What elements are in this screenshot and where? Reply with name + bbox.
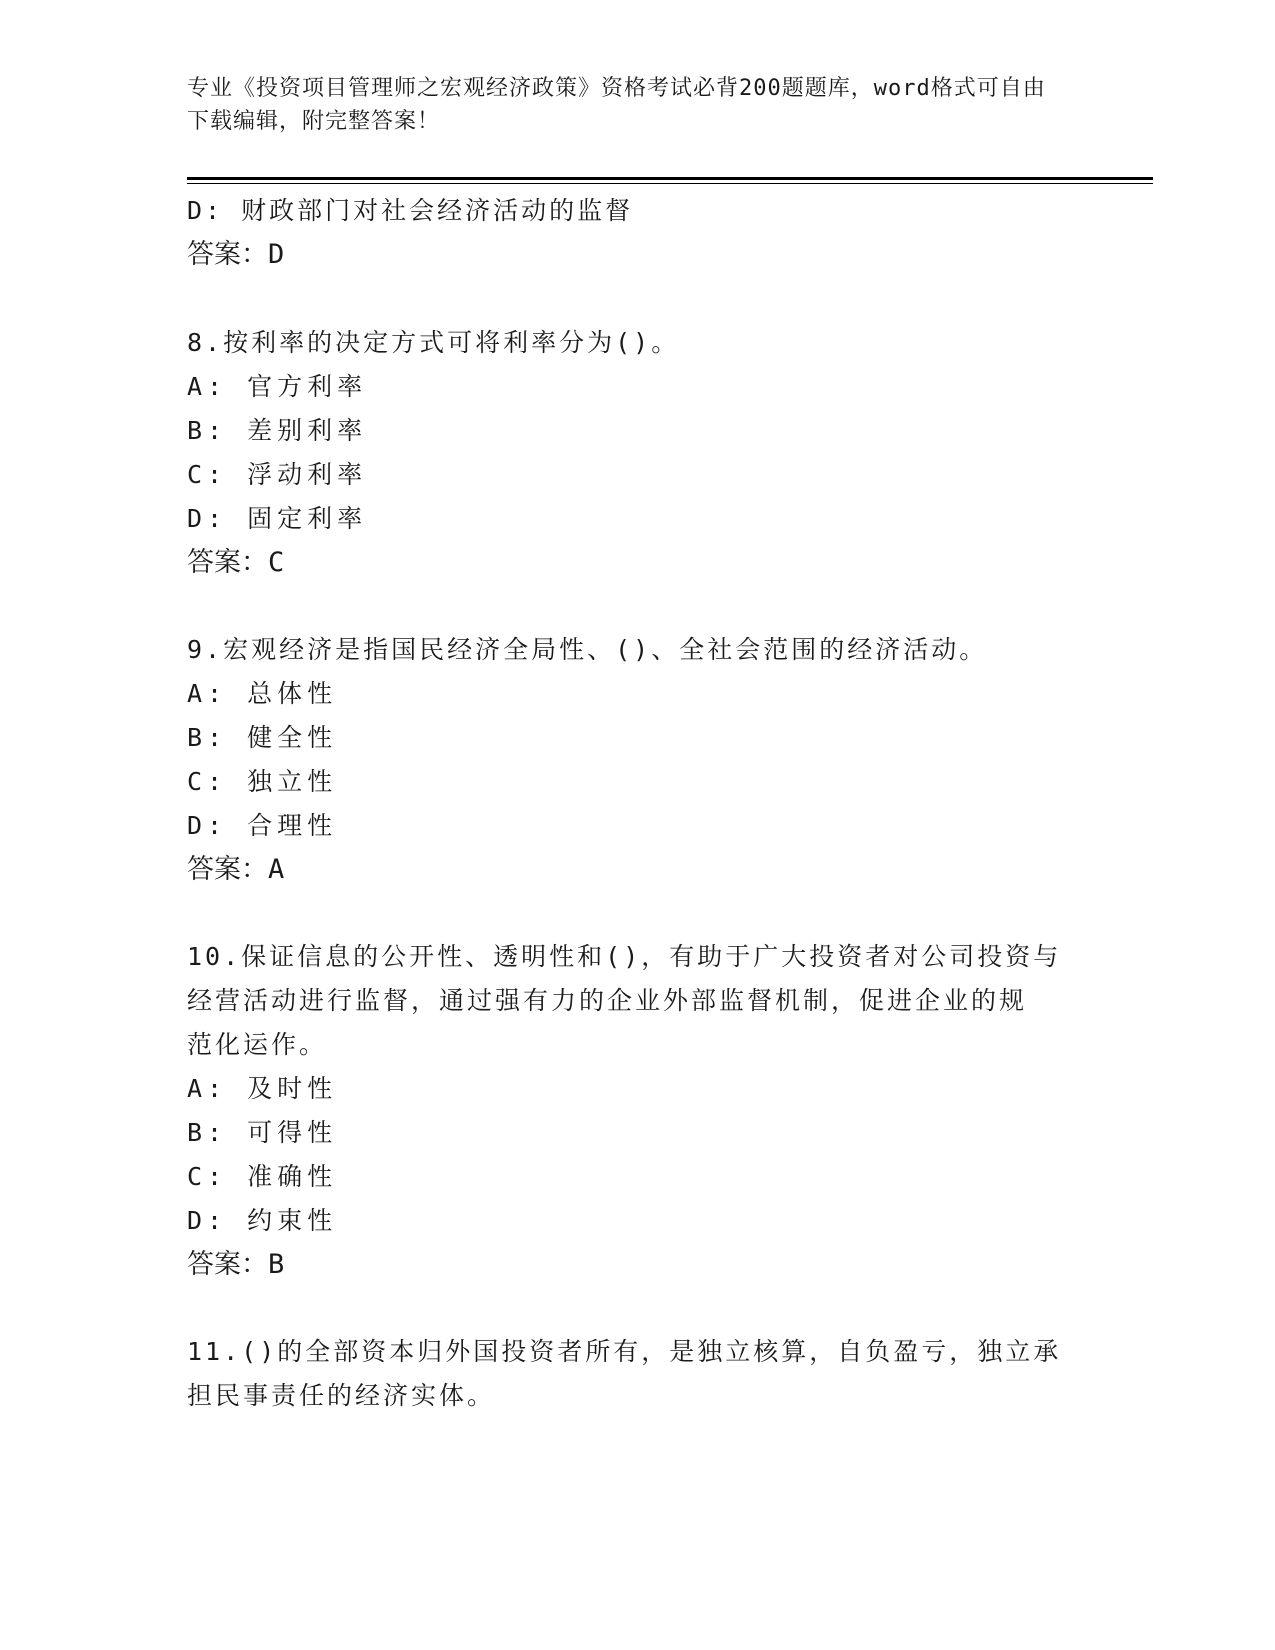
q10-option-d: D: 约束性 bbox=[187, 1206, 338, 1235]
answer-value: A bbox=[268, 854, 285, 885]
answer-value: D bbox=[268, 239, 285, 270]
q10-answer bbox=[187, 1242, 284, 1288]
q10-option-a: A: 及时性 bbox=[187, 1074, 338, 1103]
answer-label: 答案： bbox=[187, 239, 268, 270]
q9-answer bbox=[187, 847, 284, 893]
q10-option-b: B: 可得性 bbox=[187, 1118, 338, 1147]
q9-option-d: D: 合理性 bbox=[187, 811, 338, 840]
answer-label: 答案： bbox=[187, 1249, 268, 1280]
q8-option-c: C: 浮动利率 bbox=[187, 460, 368, 489]
q10-question-line-2: 经营活动进行监督，通过强有力的企业外部监督机制，促进企业的规 bbox=[187, 986, 1028, 1015]
header-divider-thick bbox=[187, 177, 1153, 180]
q11-question-line-1: 11.()的全部资本归外国投资者所有，是独立核算，自负盈亏，独立承 bbox=[187, 1337, 1062, 1366]
answer-value: C bbox=[268, 547, 285, 578]
document-header: 专业《投资项目管理师之宏观经济政策》资格考试必背200题题库，word格式可自由下载编辑，附完整答案！ bbox=[187, 76, 1046, 134]
q10-question-line-1: 10.保证信息的公开性、透明性和()，有助于广大投资者对公司投资与 bbox=[187, 942, 1062, 971]
answer-label: 答案： bbox=[187, 854, 268, 885]
q7-option-d: D: 财政部门对社会经济活动的监督 bbox=[187, 196, 634, 225]
q10-option-c: C: 准确性 bbox=[187, 1162, 338, 1191]
q8-question: 8.按利率的决定方式可将利率分为()。 bbox=[187, 328, 680, 357]
q11-question-line-2: 担民事责任的经济实体。 bbox=[187, 1381, 496, 1410]
answer-value: B bbox=[268, 1249, 285, 1280]
q8-option-d: D: 固定利率 bbox=[187, 504, 368, 533]
q8-option-a: A: 官方利率 bbox=[187, 372, 368, 401]
answer-label: 答案： bbox=[187, 547, 268, 578]
header-divider-thin bbox=[187, 183, 1153, 184]
q8-option-b: B: 差别利率 bbox=[187, 416, 368, 445]
q10-question-line-3: 范化运作。 bbox=[187, 1030, 328, 1059]
q9-option-a: A: 总体性 bbox=[187, 679, 338, 708]
q7-answer bbox=[187, 232, 284, 278]
q9-option-b: B: 健全性 bbox=[187, 723, 338, 752]
q8-answer bbox=[187, 540, 284, 586]
q9-option-c: C: 独立性 bbox=[187, 767, 338, 796]
q9-question: 9.宏观经济是指国民经济全局性、()、全社会范围的经济活动。 bbox=[187, 635, 988, 664]
